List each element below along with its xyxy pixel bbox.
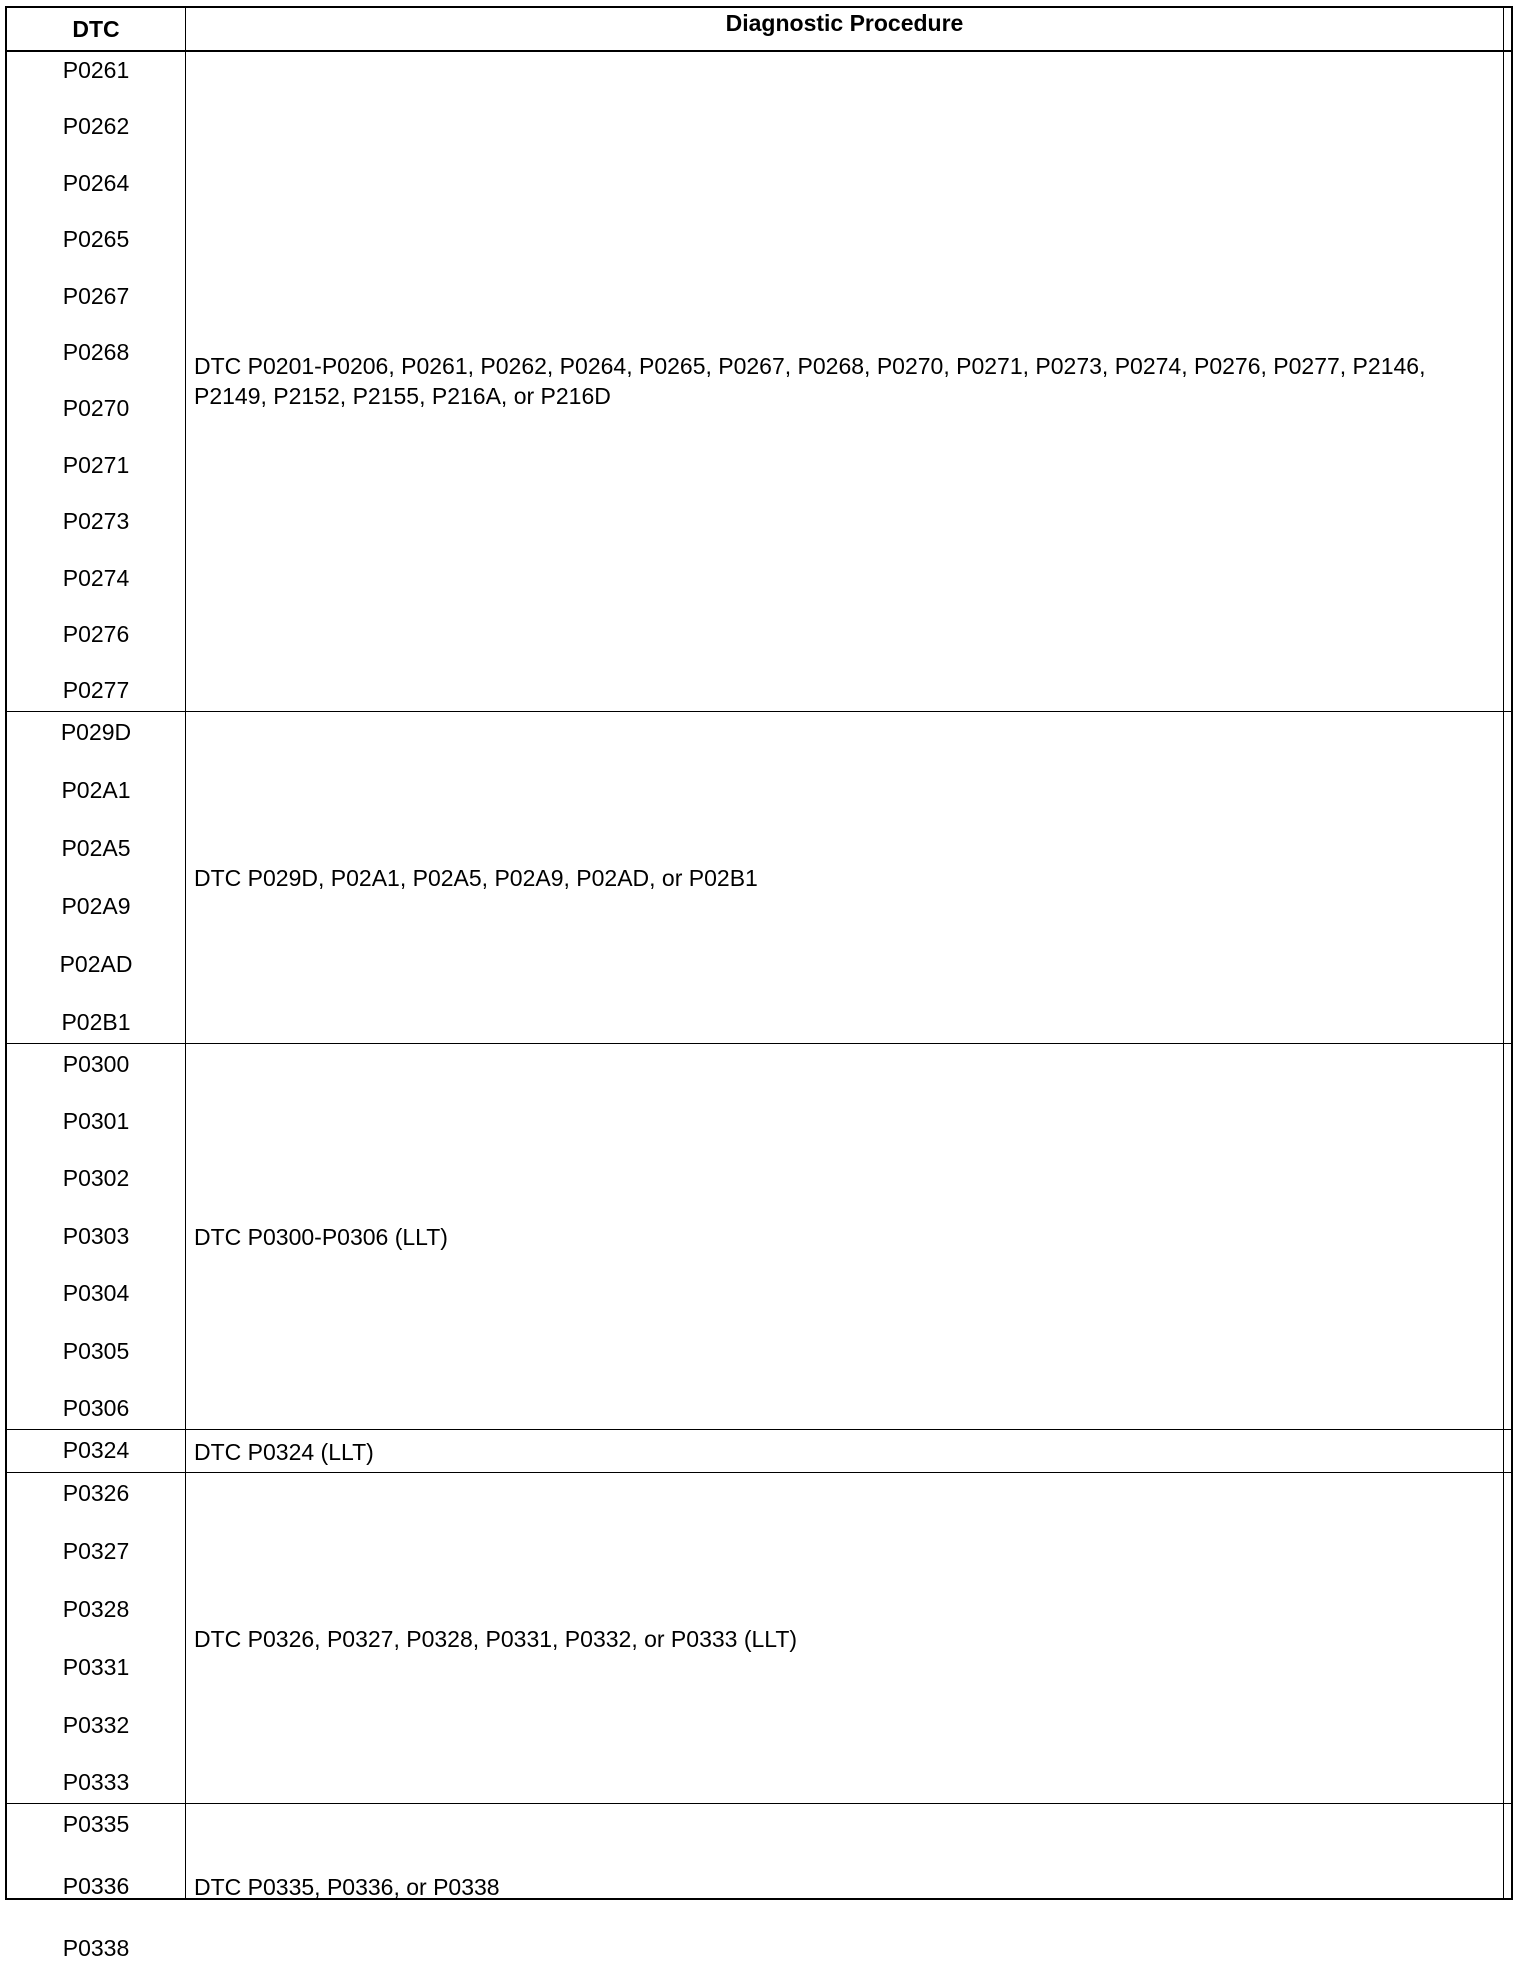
table-row (7, 1430, 1511, 1473)
dtc-code: P0270 (62, 395, 130, 422)
table-row (7, 1804, 1511, 1970)
diagnostic-procedure-text: DTC P0326, P0327, P0328, P0331, P0332, or P0333 (LLT) (194, 1625, 798, 1652)
dtc-code: P0271 (62, 451, 130, 478)
dtc-code: P02AD (59, 950, 133, 977)
dtc-code: P0324 (62, 1437, 130, 1463)
diagnostic-procedure-text: DTC P0201-P0206, P0261, P0262, P0264, P0265, P0267, P0268, P0270, P0271, P0273, P0274, P0276, P0277, P2146, P2149, P2152, P2155, P216A, or P216D (194, 353, 1426, 410)
dtc-code: P0331 (62, 1653, 130, 1680)
dtc-code: P0273 (62, 508, 130, 535)
dtc-code: P0304 (62, 1280, 130, 1307)
header-dtc: DTC (72, 16, 120, 42)
dtc-code: P0338 (62, 1934, 130, 1961)
table-header (7, 8, 1511, 52)
dtc-code: P0265 (62, 226, 130, 253)
diagnostic-procedure-text: DTC P029D, P02A1, P02A5, P02A9, P02AD, or P02B1 (194, 864, 758, 891)
dtc-code: P0262 (62, 113, 130, 140)
diagnostic-procedure-text: DTC P0300-P0306 (LLT) (194, 1223, 448, 1250)
dtc-code: P0336 (62, 1873, 130, 1900)
diagnostic-procedure-text: DTC P0324 (LLT) (194, 1438, 374, 1465)
dtc-code: P0302 (62, 1165, 130, 1192)
dtc-code: P0335 (62, 1811, 130, 1838)
table-row (7, 50, 1511, 712)
dtc-code: P0267 (62, 282, 130, 309)
table-row (7, 1473, 1511, 1804)
dtc-code: P0306 (62, 1394, 130, 1421)
table-row (7, 712, 1511, 1043)
dtc-code: P0301 (62, 1107, 130, 1134)
dtc-code: P0300 (62, 1050, 130, 1077)
dtc-code: P02A9 (61, 892, 131, 919)
dtc-code: P02A1 (61, 777, 131, 804)
dtc-code: P0274 (62, 564, 130, 591)
diagnostic-procedure-text: DTC P0335, P0336, or P0338 (194, 1874, 500, 1901)
dtc-code: P02B1 (61, 1008, 131, 1035)
dtc-code: P0332 (62, 1711, 130, 1738)
dtc-table (5, 6, 1513, 1961)
dtc-code: P029D (60, 719, 132, 746)
dtc-code: P0261 (62, 57, 130, 83)
dtc-code: P0268 (62, 339, 130, 365)
dtc-code: P0333 (62, 1769, 130, 1796)
dtc-code: P0303 (62, 1222, 130, 1249)
dtc-code: P0277 (62, 677, 130, 704)
dtc-code: P02A5 (61, 835, 131, 862)
header-diagnostic-procedure: Diagnostic Procedure (725, 10, 964, 36)
dtc-code: P0327 (62, 1538, 130, 1565)
table-row (7, 1044, 1511, 1430)
dtc-code: P0276 (62, 621, 130, 647)
dtc-code: P0264 (62, 169, 130, 196)
dtc-code: P0326 (62, 1480, 130, 1507)
dtc-code: P0328 (62, 1595, 130, 1622)
dtc-code: P0305 (62, 1337, 130, 1364)
